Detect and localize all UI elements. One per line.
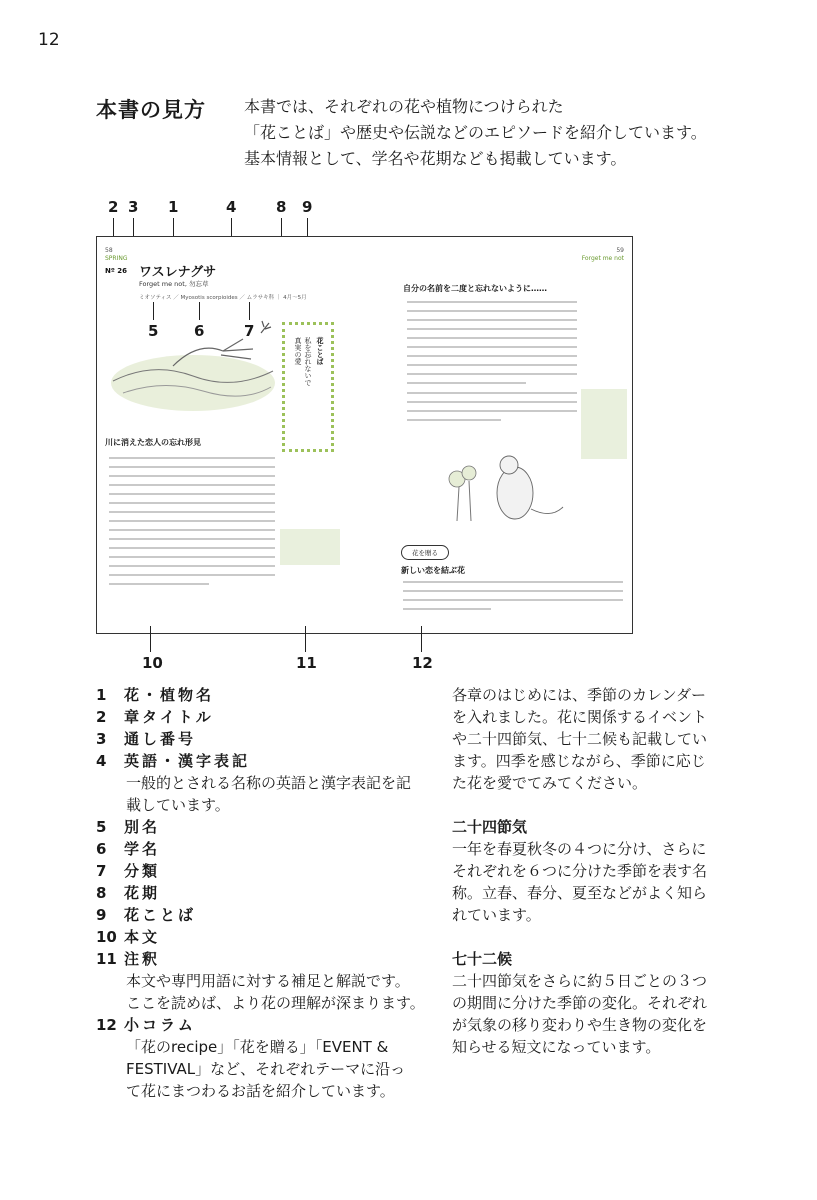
callout-3: 3 [128, 198, 139, 216]
text-line: た花を愛でてみてください。 [452, 774, 648, 792]
english-kanji-name: Forget me not, 勿忘草 [139, 280, 209, 288]
list-item: 1 花・植物名 [96, 686, 215, 704]
text-line: の期間に分けた季節の変化。それぞれ [452, 994, 708, 1012]
right-page-number: 59 [616, 247, 624, 254]
column-text [403, 581, 623, 617]
text-line: を入れました。花に関係するイベント [452, 708, 708, 726]
callout-8: 8 [276, 198, 287, 216]
leader-line [153, 302, 154, 320]
intro-line: 基本情報として、学名や花期なども掲載しています。 [244, 149, 627, 168]
list-item: 2 章タイトル [96, 708, 214, 726]
column-tag: 花を贈る [401, 545, 449, 560]
text-line: 各章のはじめには、季節のカレンダー [452, 686, 707, 704]
callout-12: 12 [412, 654, 433, 672]
leader-line [305, 626, 306, 652]
callout-9: 9 [302, 198, 313, 216]
flower-word-1: 私を忘れないで [304, 337, 312, 386]
page-heading: 本書の見方 [96, 98, 206, 122]
text-line: や二十四節気、七十二候も記載してい [452, 730, 708, 748]
text-line: ます。四季を感じながら、季節に応じ [452, 752, 706, 770]
kou-title: 七十二候 [452, 950, 513, 968]
callout-4: 4 [226, 198, 237, 216]
list-item-desc: 「花のrecipe」「花を贈る」「EVENT & [126, 1038, 389, 1056]
leader-line [199, 302, 200, 320]
sprig-icon [257, 317, 277, 337]
callout-10: 10 [142, 654, 163, 672]
right-page-label: Forget me not [581, 255, 624, 262]
sekki-title: 二十四節気 [452, 818, 528, 836]
list-item-desc: 一般的とされる名称の英語と漢字表記を記 [126, 774, 412, 792]
flower-word-label: 花ことば [316, 337, 324, 365]
calendar-intro [452, 684, 722, 794]
mouse-illustration [427, 443, 567, 533]
list-item: 5 別名 [96, 818, 161, 836]
sample-page-spread [96, 236, 633, 634]
callout-11: 11 [296, 654, 317, 672]
intro-line: 「花ことば」や歴史や伝説などのエピソードを紹介しています。 [244, 123, 707, 142]
callout-6: 6 [194, 322, 205, 340]
callout-7: 7 [244, 322, 255, 340]
text-line: それぞれを６つに分けた季節を表す名 [452, 862, 708, 880]
left-page-number: 58 [105, 247, 113, 254]
list-item: 4 英語・漢字表記 [96, 752, 251, 770]
sekki-text [452, 838, 722, 926]
intro-text [244, 94, 707, 172]
list-item-desc: 本文や専門用語に対する補足と解説です。 [126, 972, 410, 990]
callout-2: 2 [108, 198, 119, 216]
intro-line: 本書では、それぞれの花や植物につけられた [244, 97, 564, 116]
right-main-text [407, 301, 577, 428]
kou-text [452, 970, 722, 1058]
flower-word-2: 真実の愛 [294, 337, 302, 365]
leader-line [249, 302, 250, 320]
list-item: 12 小コラム [96, 1016, 196, 1034]
list-item: 7 分類 [96, 862, 161, 880]
list-item: 10 本文 [96, 928, 161, 946]
leader-line [150, 626, 151, 652]
serial-number: Nº 26 [105, 267, 127, 275]
list-item: 6 学名 [96, 840, 161, 858]
callout-1: 1 [168, 198, 179, 216]
column-title: 新しい恋を結ぶ花 [401, 566, 465, 575]
list-item-desc: 載しています。 [126, 796, 230, 814]
list-item: 9 花ことば [96, 906, 197, 924]
annotation-note [280, 529, 340, 565]
left-section-title: 川に消えた恋人の忘れ形見 [105, 438, 201, 447]
list-item-desc: FESTIVAL」など、それぞれテーマに沿っ [126, 1060, 406, 1078]
text-line: が気象の移り変わりや生き物の変化を [452, 1016, 708, 1034]
list-item: 11 注釈 [96, 950, 161, 968]
flower-word-box [282, 322, 334, 452]
info-line: ミオソティス ／ Myosotis scorpioides ／ ムラサキ科 ｜ 4月〜5月 [139, 295, 307, 301]
text-line: 知らせる短文になっています。 [452, 1038, 661, 1056]
page-number: 12 [38, 30, 60, 50]
text-line: れています。 [452, 906, 541, 924]
right-section-title: 自分の名前を二度と忘れないように…… [403, 284, 547, 293]
text-line: 称。立春、春分、夏至などがよく知ら [452, 884, 708, 902]
list-item-desc: て花にまつわるお話を紹介しています。 [126, 1082, 395, 1100]
chapter-title: SPRING [105, 255, 128, 262]
flower-name: ワスレナグサ [139, 265, 217, 280]
annotation-note [581, 389, 627, 459]
main-text [109, 457, 275, 592]
list-item: 3 通し番号 [96, 730, 197, 748]
text-line: 一年を春夏秋冬の４つに分け、さらに [452, 840, 707, 858]
text-line: 二十四節気をさらに約５日ごとの３つ [452, 972, 708, 990]
list-item-desc: ここを読めば、より花の理解が深まります。 [126, 994, 425, 1012]
calendar-explanation [452, 684, 722, 1058]
leader-line [421, 626, 422, 652]
list-item: 8 花期 [96, 884, 161, 902]
callout-5: 5 [148, 322, 159, 340]
